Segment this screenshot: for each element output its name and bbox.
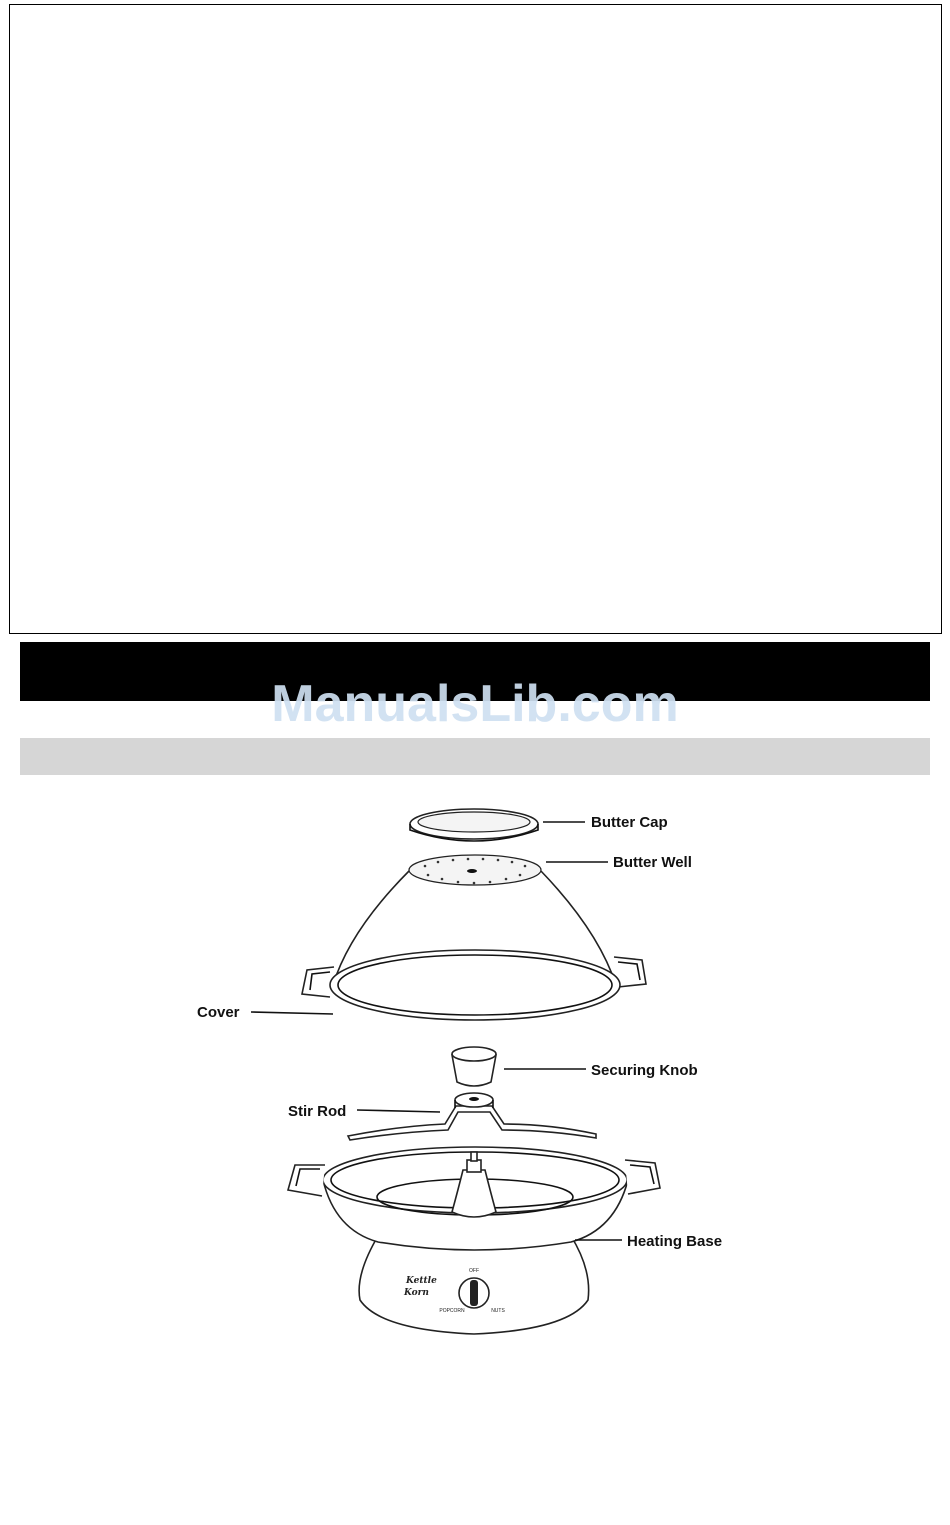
cover-part bbox=[302, 855, 646, 1020]
label-butter-cap: Butter Cap bbox=[591, 814, 668, 831]
butter-cap-part bbox=[410, 809, 538, 841]
label-butter-well: Butter Well bbox=[613, 854, 692, 871]
label-stir-rod: Stir Rod bbox=[288, 1103, 347, 1120]
dial-label-off: OFF bbox=[469, 1268, 479, 1274]
dial-label-nuts: NUTS bbox=[491, 1308, 505, 1314]
leader-cover bbox=[251, 1012, 333, 1014]
svg-text:Kettle: Kettle bbox=[406, 1276, 437, 1286]
leader-stir-rod bbox=[357, 1110, 440, 1112]
label-cover: Cover bbox=[197, 1004, 240, 1021]
stir-rod-part bbox=[348, 1093, 596, 1140]
securing-knob-part bbox=[452, 1047, 496, 1086]
label-securing-knob: Securing Knob bbox=[591, 1062, 698, 1079]
watermark-text: ManualsLib.com bbox=[271, 675, 679, 733]
label-heating-base: Heating Base bbox=[627, 1233, 723, 1250]
svg-text:Korn: Korn bbox=[404, 1288, 429, 1298]
dial-label-popcorn: POPCORN bbox=[439, 1308, 465, 1314]
